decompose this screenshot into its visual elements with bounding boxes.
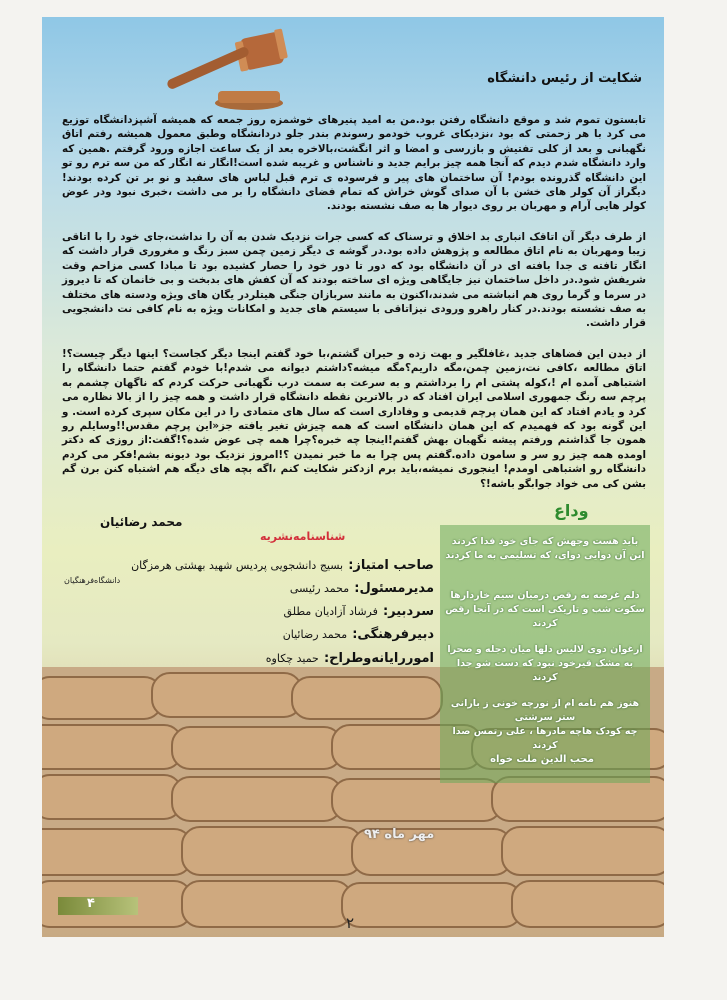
poem-verse-1: باید هست وجهش که جای خود فدا کردند این آن دوایی دوای، که تسلیمی به ما کردند xyxy=(445,536,645,561)
poem-verse-2: دلم غرصه به رقص درمیان سیم خاردارها سکوت شب و تاریکی است که در آنجا رقص کردند xyxy=(445,590,645,629)
credit-role: مدیرمسئول: xyxy=(354,581,434,596)
credit-value: فرشاد آزادیان مطلق xyxy=(283,605,378,618)
credit-manager xyxy=(290,577,434,596)
article-author: محمد رضائیان xyxy=(100,515,183,529)
poem-verse-4: هنوز هم نامه ام از نورچه خونی ز بارانی ستر سرشتی چه کودک هاچه مادرها ، علی رتمس صدا کردند xyxy=(450,698,640,751)
credit-editor xyxy=(284,600,434,619)
credits-heading: شناسنامه‌نشریه xyxy=(260,530,346,543)
credit-role: دبیرفرهنگی: xyxy=(352,627,434,642)
credit-value: محمد رضائیان xyxy=(282,628,348,641)
credit-role: صاحب امتیاز: xyxy=(348,558,434,573)
poem-poet: محب الدین ملت خواه xyxy=(490,754,594,765)
credit-cultural xyxy=(283,623,434,642)
credit-value: حمید چکاوه xyxy=(265,652,319,665)
newsletter-page xyxy=(42,17,664,937)
credit-design xyxy=(266,647,434,666)
credit-value: بسیج دانشجویی پردیس شهید بهشتی هرمزگان xyxy=(131,559,344,572)
gavel-icon xyxy=(154,23,294,113)
credit-value: محمد رئیسی xyxy=(289,582,350,595)
credit-role: اموررایانه‌وطراح: xyxy=(323,651,434,666)
credit-role: سردبیر: xyxy=(382,604,434,619)
poem-title: وداع xyxy=(554,501,589,520)
page-number-bar xyxy=(58,897,138,915)
page-number: ۴ xyxy=(87,896,95,911)
article-title: شکایت از رئیس دانشگاه xyxy=(487,71,642,86)
article-paragraph-1: تابستون تموم شد و موقع دانشگاه رفتن بود.من به امید پنیرهای خوشمزه روز جمعه که همیشه آشپزدانشگاه توزیع می کرد با هر زحمتی که بود ،نزدیکای غروب خودمو رسوندم بندر جلو دردانشگاه وطبق معمول همیشه رفتم اتاق نگهبانی و بعد از کلی تفتیش و بازرسی و امضا و اثر انگشت،بالاخره بعد از یک ساعت اجازه ورود گرفتم .همین که وارد دانشگاه شدم دیدم که آنجا همه چیز برایم جدید و ناشناس و غریبه شده است!انگار نه انگار که من سه ترم رو تو این دانشگاه گذرونده بودم! آن ساختمان های پیر و فرسوده ی ترم قبل لباس های سفید و نو بر تن کرده بودند!دیگراز آن کولر های خشن با آن صدای گوش خراش که تمام فضای دانشگاه را بر می داشت ،خبری نبود ودر عوض کولر هایی آرام و مهربان بر روی دیوار ها به صف نشسته بودند. xyxy=(62,114,646,213)
poem-verse-3: ارغوان دوی لالیس دلها میان دجله و صحرا به مشک قیرخود نبود که دست شو جدا کردند xyxy=(447,644,643,683)
credit-owner xyxy=(131,554,434,573)
department-label: دانشگاه‌فرهنگیان xyxy=(64,576,121,585)
article-paragraph-2: از طرف دیگر آن اتاقک انباری بد اخلاق و ترسناک که کسی جرات نزدیک شدن به آن را نداشت،جای خود را با اتاقی زیبا ومهربان به نام اتاق مطالعه و پژوهش داده بود.در گوشه ی دیگر زمین چمن سبز رنگ و مغروری قرار داشت که انگار تافته ی جدا بافته ای در آن دانشگاه بود که دور تا دور خود را حصار کشیده بود تا مبادا کسی مزاحم وقت شریفش شود.در داخل ساختمان نیز جایگاهی ویژه ای ساخته بودند که آن کفش های بدبخت و بی خانمان که تا دیروز در سرما و گرما روی هم انباشته می شدند،اکنون به مانند سربازان جنگی هیتلردر یگان های ویژه ودسته های مختلف به صف نشسته بودند.در کنار راهرو ورودی نیزاتاقی با سیستم های جدید و امکانات ویژه به نام کافی نت دانشجویی قرار داشت. xyxy=(62,231,646,330)
issue-date: مهر ماه ۹۴ xyxy=(364,827,435,842)
article-paragraph-3: از دیدن این فضاهای جدید ،غافلگیر و بهت زده و حیران گشتم،با خود گفتم اینجا دیگر کجاست؟ اینها دیگر چیست؟!اتاق مطالعه ،کافی نت،زمین چمن،مگه داریم؟مگه میشه؟داشتم دیوانه می شدم!با خودم گفتم حتما دانشگاه را اشتباهی آمده ام !،کوله پشتی ام را برداشتم و به سرعت به سمت درب نگهبانی حرکت کردم که ناگهان چشمم به پرچم سه رنگ جمهوری اسلامی ایران افتاد که در بالاترین نقطه دانشگاه قرار داشت و همه چیز را از بالا نظاره می کرد و یادم افتاد که این همان پرچم قدیمی و وفاداری است که سال های متمادی را در این مکان سپری کرده است. و این گونه بود که فهمیدم که این همان دانشگاه است که همه چیزش تغیر یافته جز«این پرچم مقدس!!وسایلم رو همون جا گذاشتم ورفتم پیشه نگهبان بهش گفتم!اینجا چه خبره؟چرا همه چی عوض شده؟!گفت:از روزی که دکتر اومده همه چیز رو سر و سامون داده.گفتم پس چرا به ما خبر نمیدن ؟!امروز نزدیک بود دیونه بشم!فکر می کردم دانشگاه رو اشتباهی اومدم! اینجوری نمیشه،باید برم ازدکتر شکایت کنم ،اگه بچه های دیگه هم اشتباه کنن برن گم بشن کی می خواد جوابگو باشه!؟ xyxy=(62,348,646,490)
bottom-page-number: ۲ xyxy=(346,914,355,932)
